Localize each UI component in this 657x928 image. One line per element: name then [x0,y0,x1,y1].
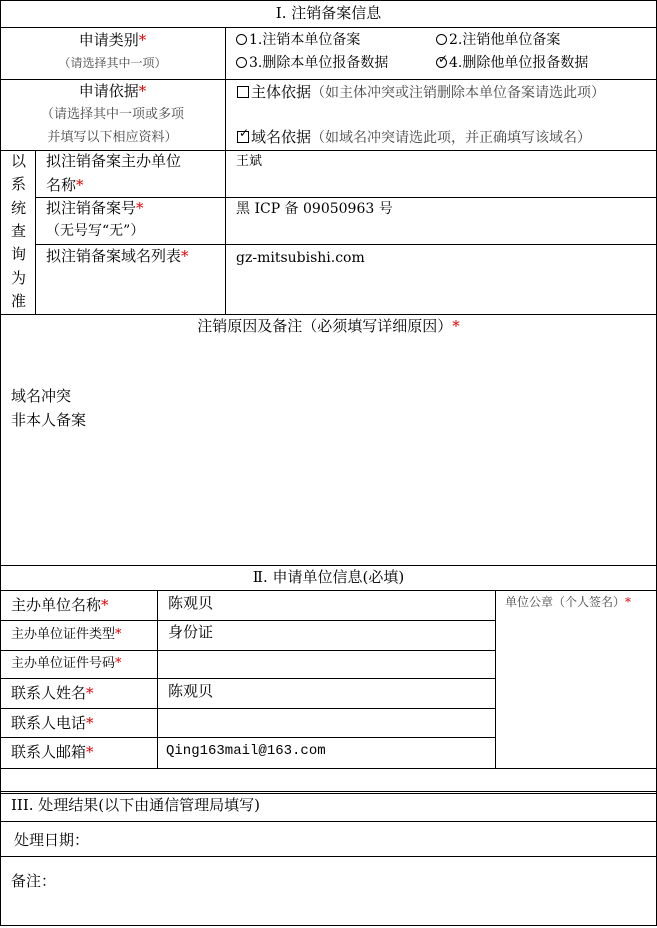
rule [0,650,495,651]
radio-checked-icon[interactable] [436,51,449,68]
process-note-label[interactable]: 备注： [11,872,57,890]
side-label-char: 询 [11,245,27,263]
side-label-char: 统 [11,199,27,217]
required-mark: * [138,31,147,49]
applicant-row-label: 联系人电话* [11,714,94,732]
process-date-label[interactable]: 处理日期： [14,831,90,849]
category-label: 申请类别* [78,31,147,49]
rule [0,678,495,679]
section3-title: III. 处理结果(以下由通信管理局填写) [11,796,261,814]
icp-label: 拟注销备案号* [46,199,144,217]
reason-line[interactable]: 非本人备案 [11,411,87,429]
rule [0,27,657,28]
check-mark-icon: ✓ [239,125,250,140]
rule [0,856,657,857]
radio-icon[interactable] [236,34,247,45]
checkbox-icon[interactable] [237,86,249,98]
reason-line[interactable]: 域名冲突 [11,387,72,405]
icp-hint: （无号写“无”） [46,223,145,239]
org-value[interactable]: 王斌 [236,154,263,169]
rule [495,590,496,768]
rule [0,768,657,769]
check-mark-icon: ✓ [438,51,449,66]
rule [0,793,657,794]
rule [0,565,657,566]
side-label-char: 查 [11,222,27,240]
side-label-char: 以 [11,152,27,170]
applicant-row-label: 主办单位证件号码* [11,656,122,671]
seal-label: 单位公章（个人签名）* [505,595,632,609]
option-4[interactable]: ✓ 4.删除他单位报备数据 [438,51,589,71]
applicant-row-label: 联系人姓名* [11,684,94,702]
domain-value[interactable]: gz-mitsubishi.com [236,250,365,266]
option-3[interactable]: 3.删除本单位报备数据 [236,56,388,70]
applicant-row-label: 主办单位名称* [11,596,109,614]
rule [0,791,657,792]
side-label-char: 系 [11,175,27,193]
reason-label: 注销原因及备注（必须填写详细原因）* [197,317,460,335]
rule [0,150,657,151]
section1-title: Ⅰ. 注销备案信息 [275,4,382,22]
rule [0,0,657,1]
rule [35,197,657,198]
rule [0,79,657,80]
rule [0,925,657,926]
applicant-row-label: 联系人邮箱* [11,743,94,761]
option-2[interactable]: 2.注销他单位备案 [436,33,560,47]
rule [0,708,495,709]
rule [0,590,657,591]
org-label: 拟注销备案主办单位 [46,152,182,170]
rule [225,27,226,314]
radio-icon[interactable] [236,57,247,68]
basis-domain-option[interactable]: ✓ 域名依据（如域名冲突请选此项，并正确填写该域名） [239,125,592,146]
option-1[interactable]: 1.注销本单位备案 [236,33,360,47]
rule [0,314,657,315]
icp-value[interactable]: 黑 ICP 备 09050963 号 [236,201,393,217]
applicant-row-value[interactable]: Qing163mail@163.com [166,743,326,759]
applicant-row-label: 主办单位证件类型* [11,627,122,642]
rule [35,244,657,245]
rule [0,737,495,738]
checkbox-checked-icon[interactable] [237,125,250,143]
rule [0,821,657,822]
applicant-row-value[interactable]: 陈观贝 [168,682,214,700]
applicant-row-value[interactable]: 陈观贝 [168,594,214,612]
basis-hint-1: （请选择其中一项或多项 [40,107,184,122]
basis-subject-option[interactable]: 主体依据（如主体冲突或注销删除本单位备案请选此项） [237,84,605,100]
radio-icon[interactable] [436,34,447,45]
basis-label: 申请依据* [78,82,147,100]
rule [35,150,36,314]
rule [157,590,158,768]
rule [0,620,495,621]
side-label-char: 准 [11,292,27,310]
side-label-char: 为 [11,269,27,287]
applicant-row-value[interactable]: 身份证 [168,623,214,641]
domain-list-label: 拟注销备案域名列表* [46,247,189,265]
basis-hint-2: 并填写以下相应资料） [47,130,178,145]
section2-title: Ⅱ. 申请单位信息(必填) [252,568,405,586]
category-hint: （请选择其中一项） [58,56,167,70]
org-label-2: 名称* [46,176,84,194]
